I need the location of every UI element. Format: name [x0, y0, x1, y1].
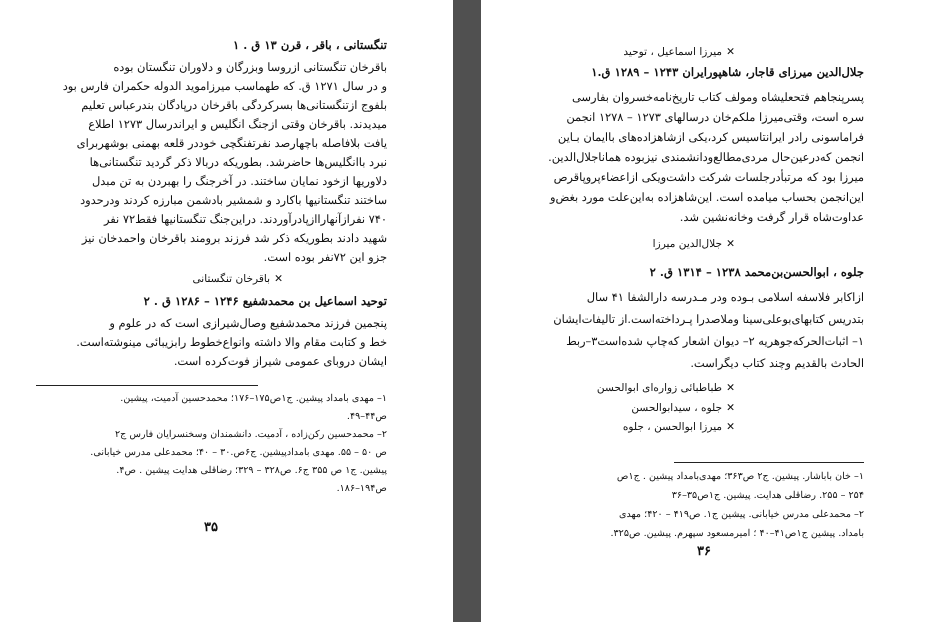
cross-reference-x-icon: ✕: [726, 421, 735, 433]
body-line: انجمن که‌درعین‌حال مردی‌مطالع‌ودانشمندی نیزبوده همانا‌جلال‌الدین‌.: [548, 150, 864, 164]
cross-reference: [565, 46, 735, 58]
footnote-line: پیشین. ج۱ ص ۳۵۵ ج۶. ص۳۲۸ – ۳۲۹؛ رضاقلی هدایت پیشین . ص۴.: [116, 465, 387, 476]
body-line: میرزا بود که مرتبأدرجلسات شرکت داشت‌ویکی ازاعضاءپروپاقرص: [553, 170, 864, 184]
cross-reference-x-icon: ✕: [726, 382, 735, 394]
body-line: بتدریس کتابهای‌بوعلی‌سینا وملاصدرا پـرداخته‌است.از تالیفات‌ایشان: [553, 312, 864, 326]
body-line: الحادث بالقدیم وچند کتاب دیگراست.: [690, 356, 864, 370]
cross-reference-label: باقرخان تنگستانی: [192, 273, 271, 285]
body-line: پسرپنجاهم فتحعلیشاه ومولف کتاب تاریخ‌نامه‌خسروان بفارسی: [571, 90, 864, 104]
body-line: میدیدند. باقرخان وقتی ازجنگ انگلیس و ایراندرسال ۱۲۷۳ اطلاع: [88, 117, 387, 131]
footnote-line: ۲– محمدحسین رکن‌زاده ، آدمیت. دانشمندان وسخنسرایان فارس ج۲: [114, 429, 387, 440]
footnote-line: ص ۵۰ – ۵۵. مهدی بامدادپیشین. ج۶ص.۳۰ – ۴۰؛ محمدعلی مدرس خیابانی.: [90, 447, 387, 458]
body-line: نبرد باانگلیس‌ها حاضرشد. بطوریکه دربالا ذکر گردید تنگستانی‌ها: [89, 155, 387, 169]
cross-reference-x-icon: ✕: [274, 273, 283, 285]
body-line: و در سال ۱۲۷۱ ق. که طهماسب میرزاموید الدوله حکمران فارس بود: [62, 79, 387, 93]
footnote-line: ۲– محمدعلی مدرس خیابانی. پیشین ج۱. ص۴۱۹ – ۴۲۰؛ مهدی: [618, 509, 864, 520]
body-line: باقرخان تنگستانی ازروسا وبزرگان و دلاوران تنگستان بوده: [113, 60, 387, 74]
body-line: ۷۴۰ نفرازآنهاراازپادرآوردند. دراین‌جنگ تنگستانیها فقط۷۲ نفر: [104, 212, 387, 226]
body-line: جزو این ۷۲نفر بوده است.: [263, 250, 387, 264]
footnote-rule: [674, 462, 864, 463]
body-line: خط و کتابت مقام والا داشته وانواع‌خطوط رابزیبائی مینوشته‌است.: [76, 335, 387, 349]
cross-reference-label: میرزا ابوالحسن ، جلوه: [622, 421, 723, 433]
body-line: این‌انجمن بحساب میامده است. این‌شاهزاده به‌این‌علت مورد بغض‌و: [550, 190, 864, 204]
body-line: سره است، وقتی‌میرزا ملکم‌خان درسالهای ۱۲۷۳ – ۱۲۷۸ انجمن: [566, 110, 864, 124]
cross-reference: [103, 273, 283, 285]
cross-reference-label: جلوه ، سیدابوالحسن: [631, 402, 723, 414]
footnote-line: بامداد. پیشین ج۱ص۴۱–۴۰ ؛ امیرمسعود سپهرم. پیشین. ص۳۲۵.: [610, 528, 864, 539]
cross-reference: [565, 382, 735, 394]
footnote-line: ص۴۴–۴۹.: [346, 411, 387, 422]
book-spine: [453, 0, 481, 622]
cross-reference: [565, 402, 735, 414]
entry-heading-towhid: توحید اسماعیل بن محمدشفیع ۱۲۴۶ – ۱۲۸۶ ق . ۲: [143, 294, 387, 308]
body-line: بلفوج ازتنگستانی‌ها بسرکردگی باقرخان درپادگان بندرعباس تعلیم: [81, 98, 387, 112]
entry-heading-tangestani: تنگستانی ، باقر ، قرن ۱۳ ق . ۱: [232, 38, 387, 52]
cross-reference-x-icon: ✕: [726, 238, 735, 250]
body-line: عداوت‌شاه قرار گرفت وخانه‌نشین شد.: [679, 210, 864, 224]
body-line: ازاکابر فلاسفه اسلامی بـوده ودر مـدرسه دارالشفا ۴۱ سال: [586, 290, 864, 304]
body-line: پنجمین فرزند محمدشفیع وصال‌شیرازی است که در علوم و: [109, 316, 387, 330]
body-line: فراماسونی رادر ایرانتاسیس کرد،یکی ازشاهزاده‌های باایمان بـاین: [557, 130, 864, 144]
footnote-line: ۲۵۴ – ۲۵۵. رضاقلی هدایت. پیشین. ج۱ص۳۵–۳۶: [671, 490, 864, 501]
cross-reference-x-icon: ✕: [726, 46, 735, 58]
footnote-line: ۱– خان باباشار. پیشین. ج۲ ص۳۶۳؛ مهدی‌بامداد پیشین . ج۱ص: [616, 471, 864, 482]
entry-heading-jelveh: جلوه ، ابوالحسن‌بن‌محمد ۱۲۳۸ – ۱۳۱۴ ق. ۲: [649, 265, 864, 279]
footnote-line: ص۱۹۴–۱۸۶.: [336, 483, 387, 494]
page-number: ۳۶: [697, 544, 711, 559]
cross-reference: [565, 238, 735, 250]
right-page: [481, 0, 930, 622]
cross-reference: [565, 421, 735, 433]
entry-heading-jalaleddin: جلال‌الدین میرزای قاجار، شاهپورایران ۱۲۴۳ – ۱۲۸۹ ق.۱: [591, 65, 864, 79]
page-number: ۳۵: [204, 520, 218, 535]
body-line: ایشان دروبای عمومی شیراز فوت‌کرده است.: [173, 354, 387, 368]
cross-reference-x-icon: ✕: [726, 402, 735, 414]
cross-reference-label: جلال‌الدین میرزا: [652, 238, 723, 250]
left-page: [0, 0, 453, 622]
body-line: شهید دادند بطوریکه ذکر شد فرزند برومند باقرخان واحمدخان نیز: [81, 231, 387, 245]
footnote-rule: [36, 385, 258, 386]
footnote-line: ۱– مهدی بامداد پیشین. ج۱ص۱۷۵–۱۷۶؛ محمدحسین آدمیت، پیشین.: [120, 393, 387, 404]
cross-reference-label: طباطبائی زواره‌ای ابوالحسن: [596, 382, 723, 394]
body-line: یافت بلافاصله باچهارصد نفرتفنگچی خوددر قلعه بهمنی بوشهربرای: [76, 136, 387, 150]
body-line: ۱– اثبات‌الحرکه‌جوهریه ۲– دیوان اشعار که‌چاپ شده‌است۳–ربط: [566, 334, 864, 348]
cross-reference-label: میرزا اسماعیل ، توحید: [623, 46, 723, 58]
body-line: دلاوریها ازخود نمایان ساختند. در آخرجنگ را بهبردن به تن مبدل: [92, 174, 387, 188]
body-line: ساختند تنگستانیها باکارد و شمشیر بادشمن مبارزه کردند ودرحدود: [80, 193, 387, 207]
